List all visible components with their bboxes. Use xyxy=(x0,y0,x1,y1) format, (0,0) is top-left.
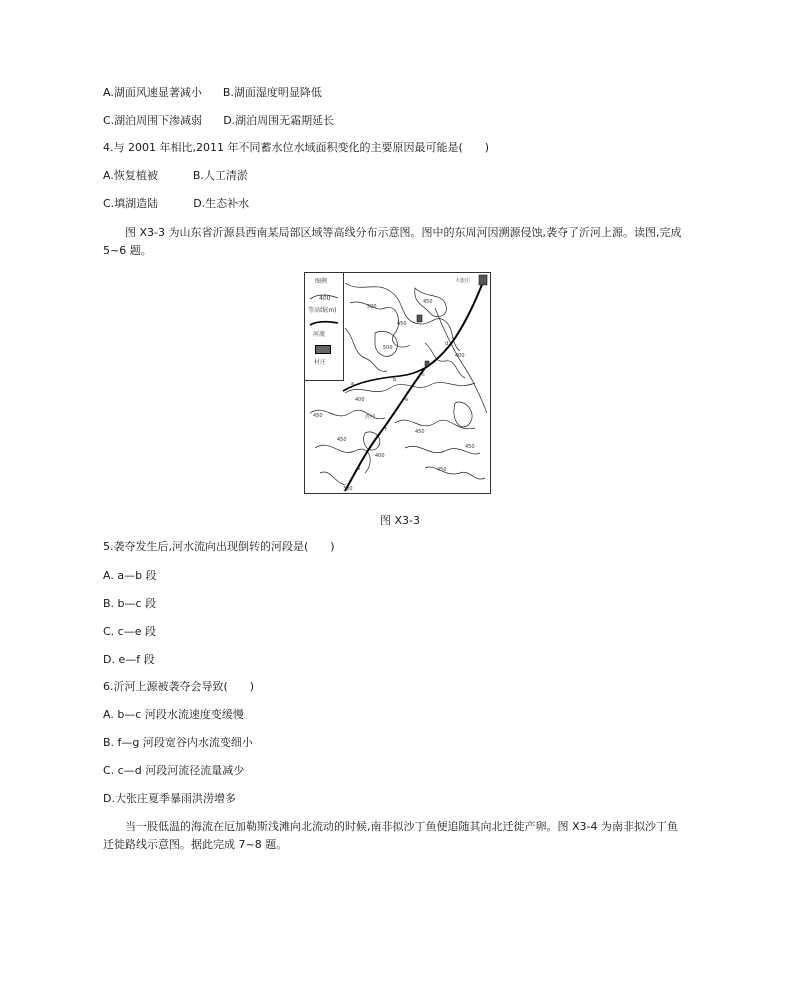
q5-option-d: D. e—f 段 xyxy=(103,653,155,666)
legend-contour-label: 等高线(m) xyxy=(308,307,337,314)
point-label: e xyxy=(405,397,409,403)
q3-option-b: B.湖面湿度明显降低 xyxy=(222,86,322,99)
contour-label: 400 xyxy=(355,397,365,403)
q6-option-d: D.大张庄夏季暴雨洪涝增多 xyxy=(103,792,236,805)
q4-option-line-1 xyxy=(103,169,248,183)
contour-label: 450 xyxy=(337,437,347,443)
legend-contour-value: 400 xyxy=(319,295,331,302)
contour-label: 450 xyxy=(313,413,323,419)
contour-label: 450 xyxy=(415,429,425,435)
point-label: g xyxy=(357,465,361,471)
point-label: a xyxy=(351,381,355,387)
contour-label: 450 xyxy=(465,444,475,450)
q3-option-c: C.湖泊周围下渗减弱 xyxy=(103,114,203,127)
q4-option-line-2 xyxy=(103,197,249,211)
contour-label: 500 xyxy=(383,345,393,351)
intro-paragraph-5-6: 图 X3-3 为山东省沂源县西南某局部区域等高线分布示意图。图中的东周河因溯源侵蚀,袭夺了沂河上源。读图,完成 5~6 题。 xyxy=(103,226,682,257)
legend-river-symbol xyxy=(309,319,339,327)
q3-option-line-2 xyxy=(103,114,334,128)
q5-stem: 5.袭夺发生后,河水流向出现倒转的河段是( ) xyxy=(103,540,335,553)
q4-stem: 4.与 2001 年相比,2011 年不同蓄水位水域面积变化的主要原因最可能是( ) xyxy=(103,141,490,154)
contour-label: 400 xyxy=(455,353,465,359)
village-label: 大张庄 xyxy=(455,278,471,284)
village-marker xyxy=(425,361,429,366)
q4-option-b: B.人工清淤 xyxy=(192,169,248,182)
q5-option-b: B. b—c 段 xyxy=(103,597,157,610)
contour-label: 450 xyxy=(397,321,407,327)
contour-map-figure xyxy=(304,272,491,494)
legend-village-symbol xyxy=(315,345,331,354)
map-legend xyxy=(305,273,344,381)
q5-option-c: C. c—e 段 xyxy=(103,625,156,638)
contour-label: 300 xyxy=(343,486,353,492)
q3-option-a: A.湖面风速显著减小 xyxy=(103,86,202,99)
river-label: 沂河 xyxy=(365,414,376,420)
point-label: d xyxy=(445,341,449,347)
q4-option-d: D.生态补水 xyxy=(193,197,250,210)
point-label: f xyxy=(385,427,387,433)
point-label: b xyxy=(393,377,397,383)
q6-stem: 6.沂河上源被袭夺会导致( ) xyxy=(103,680,255,693)
intro-paragraph-7-8: 当一股低温的海流在厄加勒斯浅滩向北流动的时候,南非拟沙丁鱼便追随其向北迁徙产卵。图 X3-4 为南非拟沙丁鱼迁徙路线示意图。据此完成 7~8 题。 xyxy=(103,820,678,851)
village-marker-dazhangzhuang xyxy=(479,275,487,285)
q3-option-line-1 xyxy=(103,86,322,100)
legend-title: 图例 xyxy=(315,278,328,285)
village-marker xyxy=(417,315,422,322)
q6-option-c: C. c—d 河段河流径流量减少 xyxy=(103,764,245,777)
figure-caption: 图 X3-3 xyxy=(380,514,420,527)
q4-option-a: A.恢复植被 xyxy=(103,169,158,182)
contour-label: 450 xyxy=(437,467,447,473)
legend-contour-symbol xyxy=(309,293,339,301)
point-label: c xyxy=(422,372,425,378)
q5-option-a: A. a—b 段 xyxy=(103,569,157,582)
contour-label: 400 xyxy=(375,453,385,459)
q6-option-b: B. f—g 河段宽谷内水流变细小 xyxy=(103,736,253,749)
q6-option-a: A. b—c 河段水流速度变缓慢 xyxy=(103,708,244,721)
contour-label: 500 xyxy=(367,304,377,310)
legend-village-label: 村庄 xyxy=(314,359,327,366)
q3-option-d: D.湖泊周围无霜期延长 xyxy=(223,114,335,127)
q4-option-c: C.填湖造陆 xyxy=(103,197,159,210)
contour-label: 450 xyxy=(423,299,433,305)
legend-river-label: 河流 xyxy=(313,331,326,338)
